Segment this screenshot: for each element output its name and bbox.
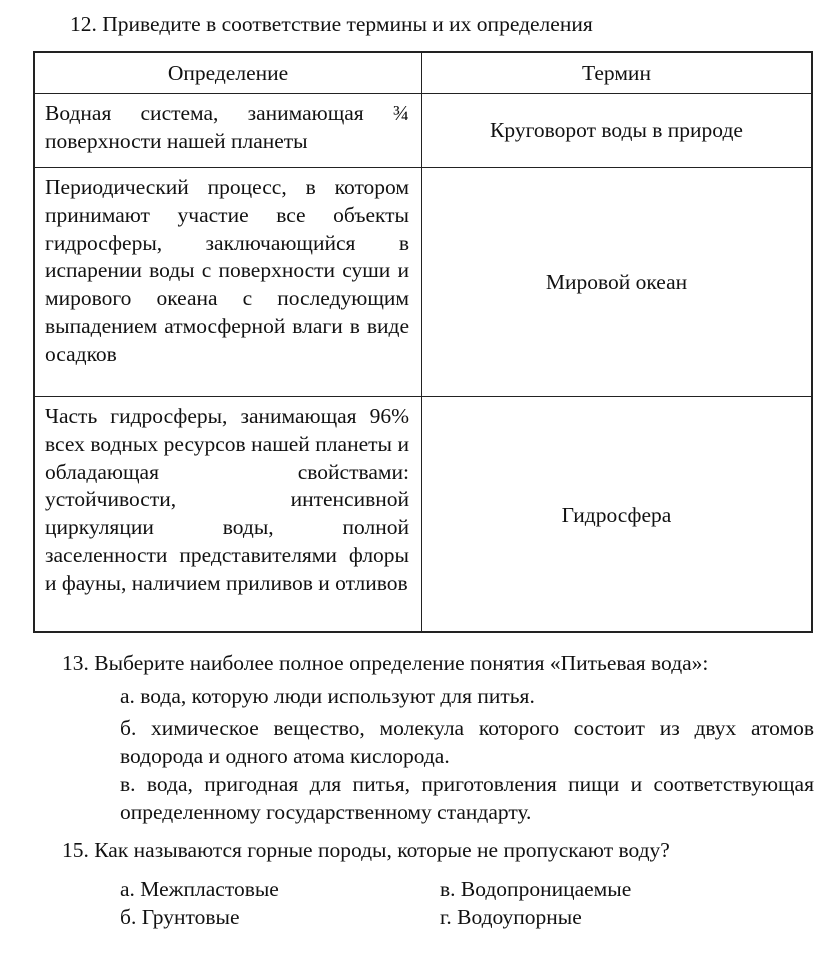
definition-cell: Водная система, занимающая ¾ поверхности нашей планеты <box>45 101 409 153</box>
definition-cell: Часть гидросферы, занимающая 96% всех водных ресурсов нашей планеты и обладающая свойствами: устойчивости, интенсивной циркуляции воды, полной заселенности представителями флоры и фауны, наличием приливов и отливов <box>45 404 409 595</box>
term-text: Мировой океан <box>545 269 688 294</box>
answer-option-b: б. химическое вещество, молекула которого состоит из двух атомов водорода и одного атома кислорода. <box>120 716 814 768</box>
term-text: Гидросфера <box>561 502 672 527</box>
table-row <box>35 168 811 396</box>
answer-option-b: б. Грунтовые <box>120 905 240 929</box>
answer-option-d: г. Водоупорные <box>440 905 582 929</box>
matching-table <box>33 51 813 633</box>
question-13-title: 13. Выберите наиболее полное определение понятия «Питьевая вода»: <box>62 651 709 675</box>
answer-option-c: в. вода, пригодная для питья, приготовления пищи и соответствующая определенному государственному стандарту. <box>120 772 814 824</box>
header-definition: Определение <box>167 61 289 85</box>
term-cell <box>422 168 811 396</box>
table-row <box>35 397 811 633</box>
table-row <box>35 94 811 167</box>
question-12-title: 12. Приведите в соответствие термины и их определения <box>70 12 593 36</box>
question-15-title: 15. Как называются горные породы, которые не пропускают воду? <box>62 838 670 862</box>
header-term: Термин <box>582 61 651 85</box>
answer-option-a: а. вода, которую люди используют для питья. <box>120 684 535 708</box>
table-header-row <box>35 53 811 93</box>
term-text: Круговорот воды в природе <box>490 118 743 142</box>
answer-option-a: а. Межпластовые <box>120 877 279 901</box>
answer-option-c: в. Водопроницаемые <box>440 877 632 901</box>
definition-cell: Периодический процесс, в котором принимают участие все объекты гидросферы, заключающийся в испарении воды с поверхности суши и мирового океана с последующим выпадением атмосферной влаги в виде осадков <box>45 175 409 366</box>
term-cell <box>422 397 811 633</box>
term-cell <box>422 94 811 167</box>
